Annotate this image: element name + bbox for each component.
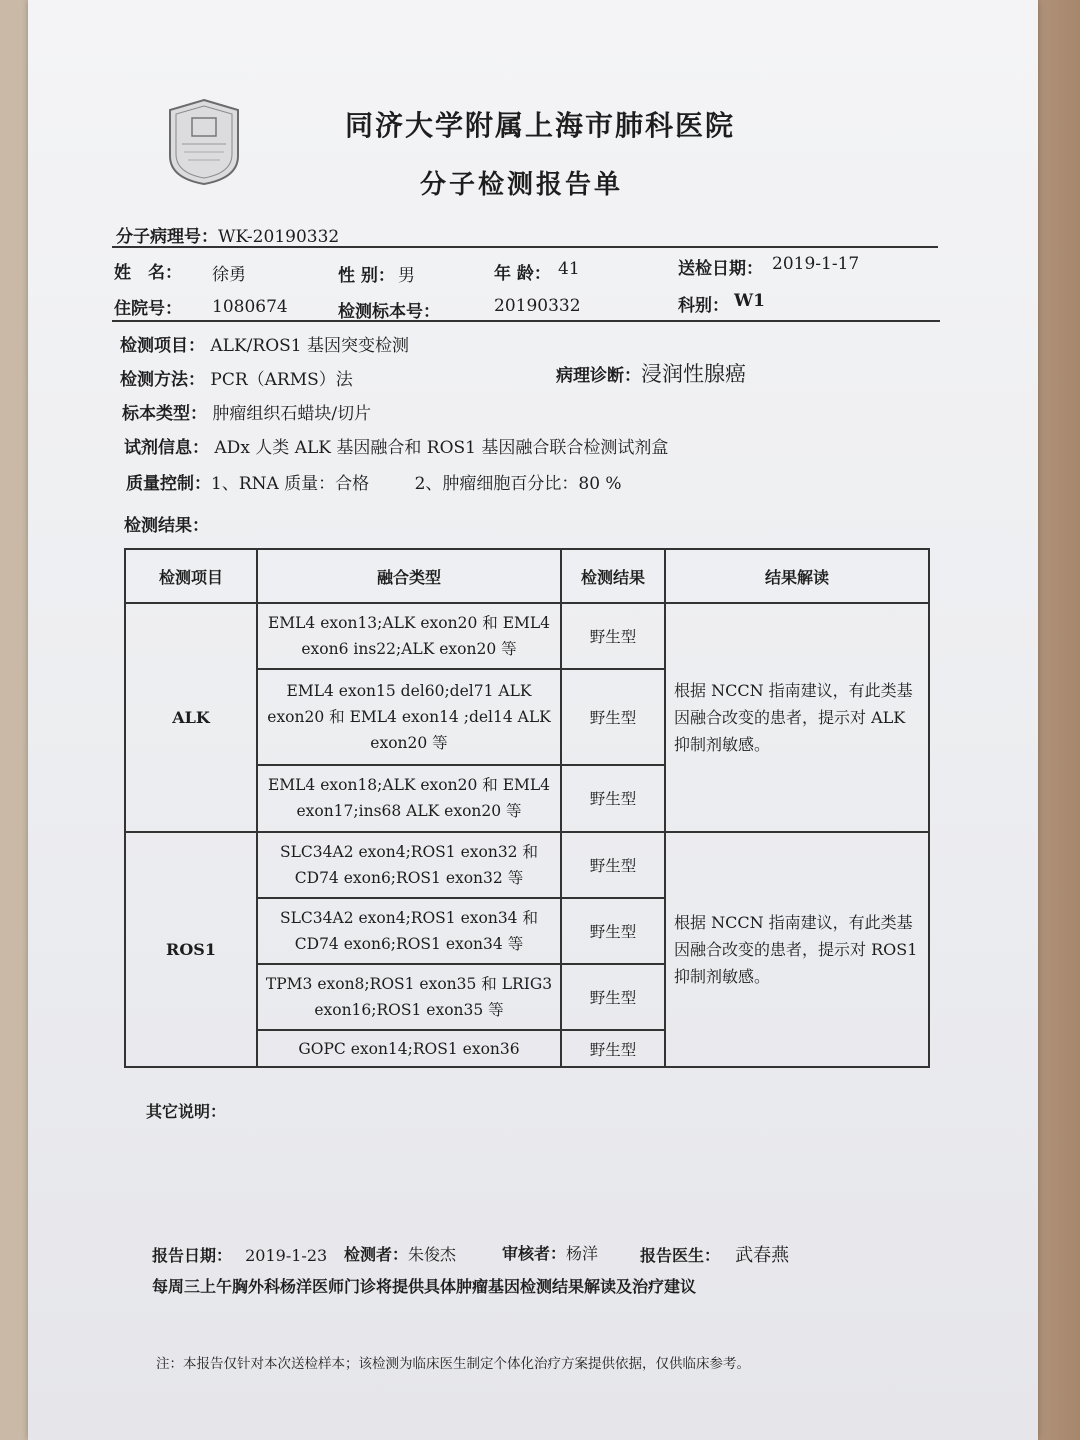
report-doctor: 武春燕 [735,1245,790,1266]
inpatient-number-label: 住院号： [114,299,182,319]
hospital-name: 同济大学附属上海市肺科医院 [345,109,736,142]
specimen-number: 20190332 [494,296,581,316]
interpretation-alk: 根据 NCCN 指南建议，有此类基因融合改变的患者，提示对 ALK 抑制剂敏感。 [665,603,929,832]
specimen-type: 肿瘤组织石蜡块/切片 [212,404,372,424]
age-label: 年 龄： [494,264,551,284]
hospital-logo-icon [168,98,240,186]
pathology-number-value: WK-20190332 [218,227,340,247]
sex-label: 性 别： [338,266,395,286]
fusion-type-cell: EML4 exon13;ALK exon20 和 EML4 exon6 ins22;ALK exon20 等 [257,603,561,669]
name-label: 姓 名： [114,263,182,283]
report-date: 2019-1-23 [245,1246,328,1265]
patient-sex: 男 [398,266,415,286]
test-item: ALK/ROS1 基因突变检测 [210,336,410,356]
fusion-type-cell: GOPC exon14;ROS1 exon36 [257,1030,561,1067]
reagent-label: 试剂信息： [124,438,209,458]
specimen-type-label: 标本类型： [122,404,207,424]
report-date-label: 报告日期： [152,1246,233,1265]
reagent-row [124,433,668,458]
test-method-label: 检测方法： [120,370,205,390]
tester: 朱俊杰 [408,1245,457,1264]
submit-date-label: 送检日期： [678,259,763,279]
test-item-label: 检测项目： [120,336,205,356]
table-row [125,603,929,669]
column-header-result: 检测结果 [561,549,665,603]
report-title: 分子检测报告单 [420,170,624,200]
column-header-fusion-type: 融合类型 [257,549,561,603]
result-cell: 野生型 [561,898,665,964]
pathology-number-row [116,222,339,247]
gene-alk: ALK [125,603,257,832]
report-date-row [152,1243,327,1266]
diagnosis: 浸润性腺癌 [641,362,746,386]
diagnosis-label: 病理诊断： [556,366,641,386]
reviewer: 杨洋 [566,1244,599,1263]
diagnosis-row [556,358,746,388]
test-method: PCR（ARMS）法 [210,370,353,390]
other-notes-label: 其它说明： [146,1102,227,1121]
result-cell: 野生型 [561,964,665,1030]
fusion-type-cell: EML4 exon18;ALK exon20 和 EML4 exon17;ins68 ALK exon20 等 [257,765,561,831]
fusion-type-cell: SLC34A2 exon4;ROS1 exon32 和 CD74 exon6;ROS1 exon32 等 [257,832,561,898]
test-method-row [120,365,353,390]
inpatient-number: 1080674 [212,297,288,317]
fusion-type-cell: SLC34A2 exon4;ROS1 exon34 和 CD74 exon6;ROS1 exon34 等 [257,898,561,964]
result-cell: 野生型 [561,765,665,831]
column-header-test-item: 检测项目 [125,549,257,603]
specimen-type-row [122,399,371,424]
quality-control-label: 质量控制： [126,474,211,494]
result-cell: 野生型 [561,603,665,669]
tester-label: 检测者： [344,1245,409,1264]
reviewer-label: 审核者： [502,1244,567,1263]
column-header-interpretation: 结果解读 [665,549,929,603]
clinic-note: 每周三上午胸外科杨洋医师门诊将提供具体肿瘤基因检测结果解读及治疗建议 [152,1277,697,1296]
department: W1 [734,291,765,311]
disclaimer: 注：本报告仅针对本次送检样本；该检测为临床医生制定个体化治疗方案提供依据，仅供临床参考。 [156,1356,750,1372]
test-item-row [120,331,409,356]
patient-age: 41 [558,259,580,279]
quality-control-rna: 1、RNA 质量：合格 [211,474,370,494]
header-divider [112,246,938,248]
result-cell: 野生型 [561,832,665,898]
tester-row [344,1242,456,1265]
specimen-number-label: 检测标本号： [338,302,440,322]
patient-divider [112,320,940,322]
reviewer-row [502,1241,598,1264]
results-label: 检测结果： [124,516,209,536]
department-label: 科别： [678,296,729,316]
quality-control-tumor-percent: 2、肿瘤细胞百分比：80 % [414,474,622,494]
reagent: ADx 人类 ALK 基因融合和 ROS1 基因融合联合检测试剂盒 [214,438,669,458]
report-doctor-label: 报告医生： [640,1246,721,1265]
table-row [125,832,929,898]
fusion-type-cell: TPM3 exon8;ROS1 exon35 和 LRIG3 exon16;ROS1 exon35 等 [257,964,561,1030]
patient-name: 徐勇 [212,265,246,285]
interpretation-ros1: 根据 NCCN 指南建议，有此类基因融合改变的患者，提示对 ROS1 抑制剂敏感。 [665,832,929,1067]
pathology-number-label: 分子病理号： [116,227,218,247]
quality-control-row [126,469,622,494]
fusion-type-cell: EML4 exon15 del60;del71 ALK exon20 和 EML4 exon14 ;del14 ALK exon20 等 [257,669,561,765]
results-table [124,548,930,1068]
report-doctor-row [640,1241,789,1267]
table-header-row [125,549,929,603]
result-cell: 野生型 [561,669,665,765]
result-cell: 野生型 [561,1030,665,1067]
gene-ros1: ROS1 [125,832,257,1067]
submit-date: 2019-1-17 [772,254,860,274]
